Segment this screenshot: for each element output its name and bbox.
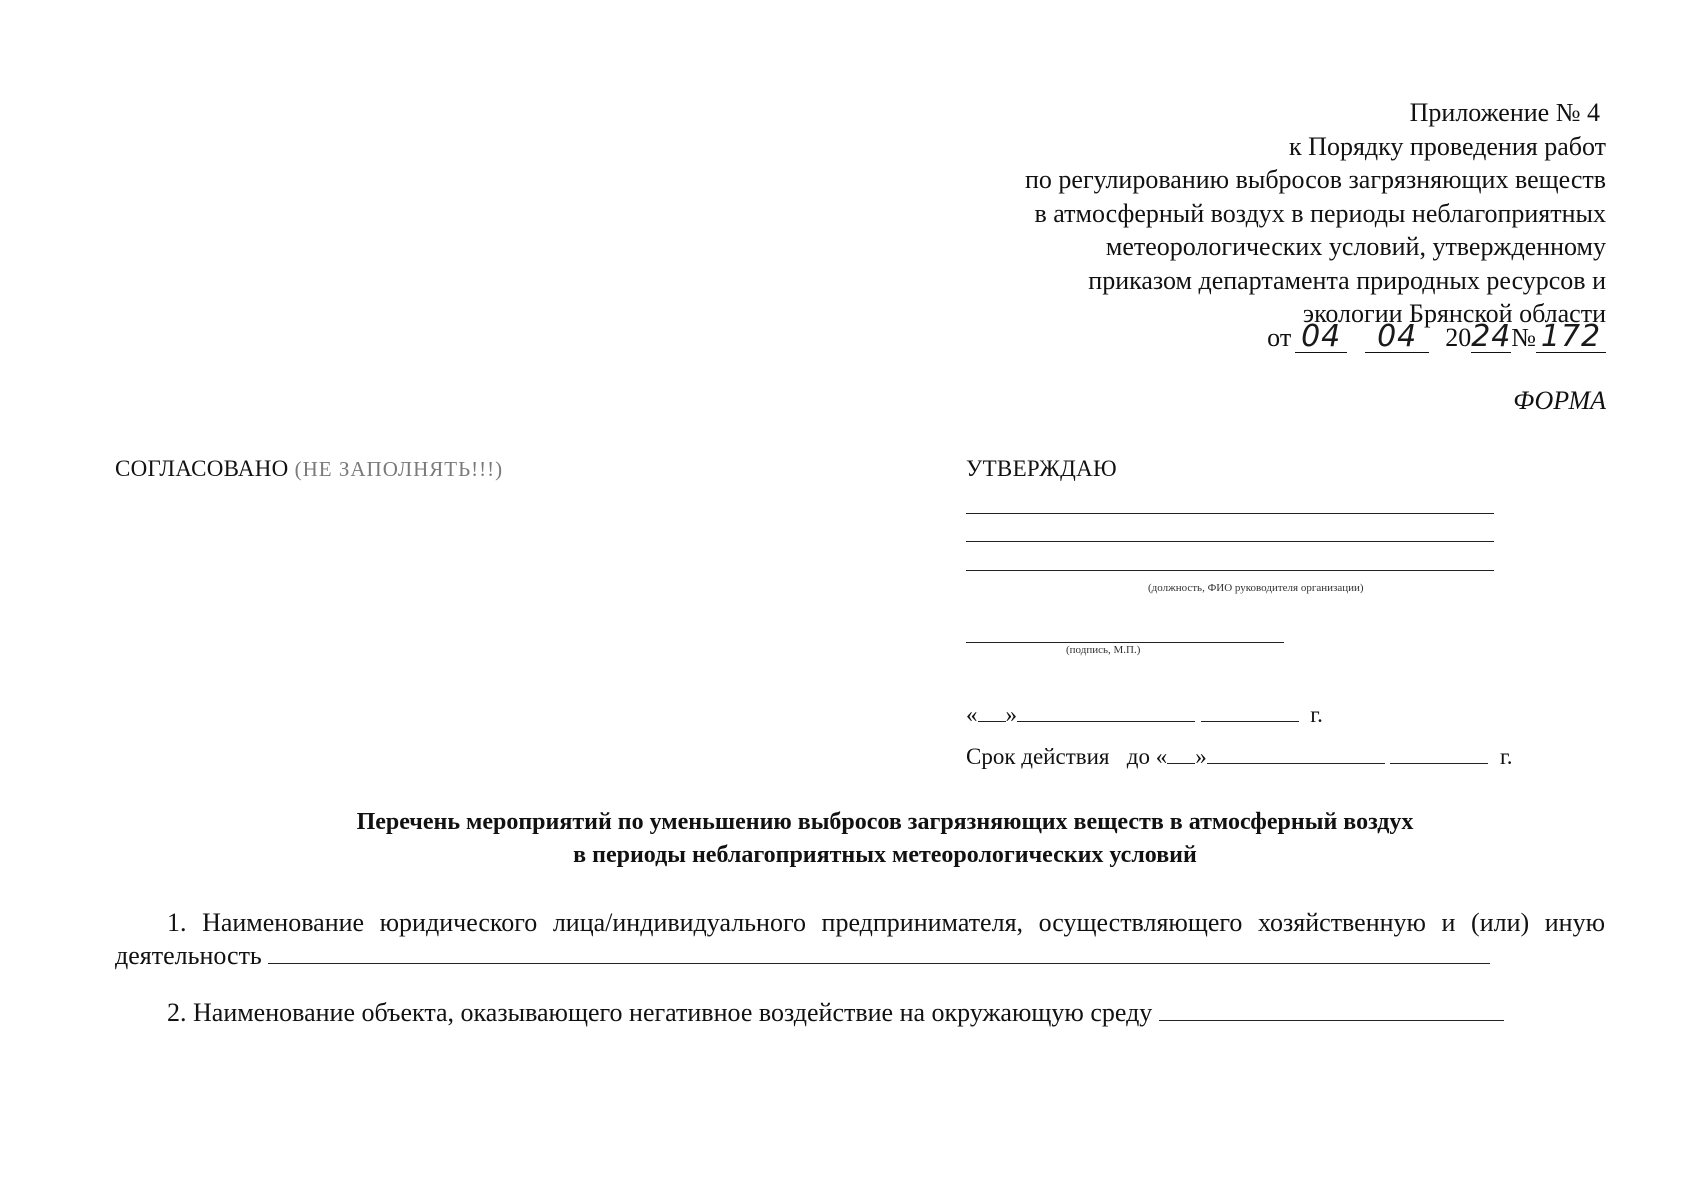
document-title	[170, 806, 1600, 872]
appendix-line-3: по регулированию выбросов загрязняющих веществ	[1024, 165, 1606, 194]
date-prefix: от	[1267, 323, 1292, 352]
appendix-line-5: метеорологических условий, утвержденному	[1105, 232, 1606, 261]
item-1	[115, 906, 1605, 972]
position-line-3	[966, 570, 1494, 571]
validity-label: Срок действия	[966, 744, 1110, 769]
form-label: ФОРМА	[1513, 386, 1606, 415]
approval-date-field	[966, 702, 1323, 728]
document-title-line-1: Перечень мероприятий по уменьшению выбросов загрязняющих веществ в атмосферный воздух	[356, 809, 1414, 835]
validity-field	[966, 744, 1513, 770]
number-sign: №	[1511, 323, 1536, 352]
signature-caption: (подпись, М.П.)	[1066, 644, 1141, 656]
valid-day-blank	[1167, 745, 1195, 764]
appendix-header	[886, 96, 1606, 331]
valid-month-blank	[1207, 745, 1385, 764]
item-1-text: 1. Наименование юридического лица/индивидуального предпринимателя, осуществляющего хозяйственную и (или) иную деятельность	[115, 908, 1605, 970]
month-blank	[1017, 703, 1195, 722]
agreed-title: СОГЛАСОВАНО	[115, 456, 289, 481]
appendix-line-7: экологии Брянской области	[1302, 299, 1606, 328]
item-1-blank	[268, 945, 1490, 964]
appendix-line-2: к Порядку проведения работ	[1289, 131, 1606, 161]
position-caption: (должность, ФИО руководителя организации)	[1148, 582, 1364, 594]
order-date-line	[1267, 319, 1606, 354]
appendix-line-6: приказом департамента природных ресурсов и	[1088, 265, 1606, 295]
valid-close-quote: »	[1195, 744, 1207, 769]
handwritten-order-number: 172	[1536, 322, 1606, 353]
valid-year-blank	[1390, 745, 1488, 764]
approve-title: УТВЕРЖДАЮ	[966, 456, 1117, 481]
close-quote: »	[1005, 702, 1017, 727]
valid-year-suffix: г.	[1499, 744, 1513, 769]
handwritten-day: 04	[1295, 322, 1347, 353]
year-prefix: 20	[1445, 323, 1472, 352]
year-blank	[1201, 703, 1299, 722]
open-quote: «	[966, 702, 978, 727]
item-2	[167, 998, 1504, 1028]
year-suffix: г.	[1310, 702, 1323, 727]
handwritten-month: 04	[1365, 322, 1429, 353]
appendix-number: Приложение № 4	[1409, 98, 1600, 127]
agreed-note: (НЕ ЗАПОЛНЯТЬ!!!)	[294, 457, 504, 481]
item-2-blank	[1159, 1002, 1504, 1021]
agreed-block	[115, 456, 503, 482]
position-line-2	[966, 541, 1494, 542]
item-2-text: 2. Наименование объекта, оказывающего негативное воздействие на окружающую среду	[167, 998, 1153, 1027]
document-title-line-2: в периоды неблагоприятных метеорологических условий	[573, 842, 1197, 868]
day-blank	[978, 703, 1006, 722]
valid-until-prefix: до «	[1126, 744, 1168, 769]
handwritten-year: 24	[1471, 319, 1512, 354]
appendix-line-4: в атмосферный воздух в периоды неблагоприятных	[1034, 198, 1606, 228]
position-line-1	[966, 513, 1494, 514]
